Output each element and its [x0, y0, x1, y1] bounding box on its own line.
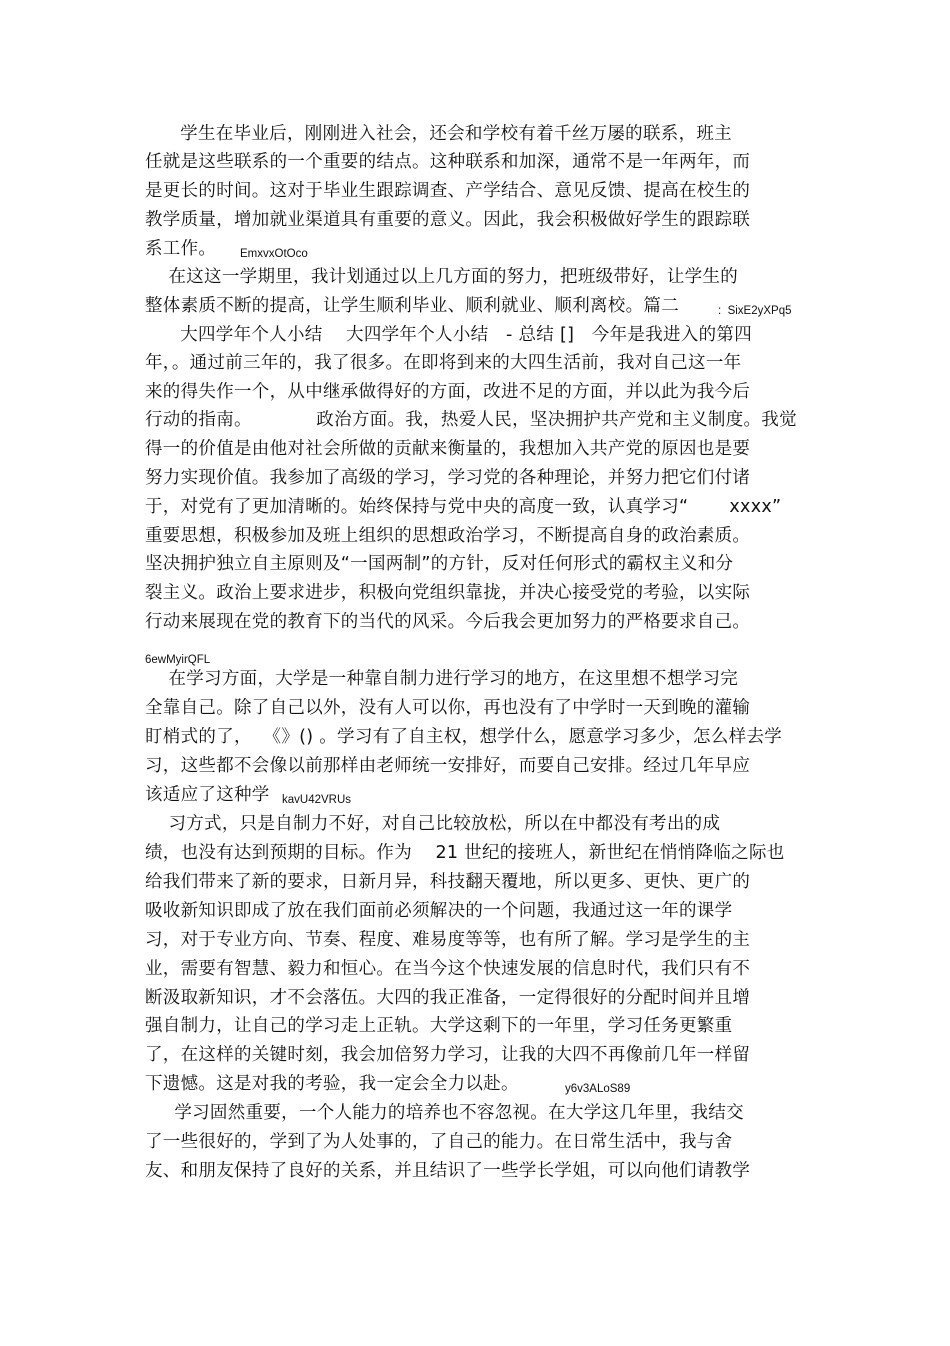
text-line: 于，对党有了更加清晰的。始终保持与党中央的高度一致，认真学习“ xxxx” [145, 497, 782, 517]
text-line: 行动来展现在党的教育下的当代的风采。今后我会更加努力的严格要求自己。 [145, 612, 751, 632]
text-line: 习方式，只是自制力不好，对自己比较放松，所以在中都没有考出的成 [145, 814, 721, 834]
text-line: 学习固然重要，一个人能力的培养也不容忽视。在大学这几年里，我结交 [145, 1103, 744, 1123]
text-line: 在学习方面，大学是一种靠自制力进行学习的地方，在这里想不想学习完 [145, 669, 739, 689]
text-line: 系工作。 [145, 239, 217, 259]
doc-code: EmxvxOtOco [240, 248, 308, 260]
text-line: 来的得失作一个，从中继承做得好的方面，改进不足的方面，并以此为我今后 [145, 382, 751, 402]
text-line: 整体素质不断的提高，让学生顺利毕业、顺利就业、顺利离校。篇二 [145, 296, 679, 316]
text-line: 友、和朋友保持了良好的关系，并且结识了一些学长学姐，可以向他们请教学 [145, 1161, 751, 1181]
text-line: 是更长的时间。这对于毕业生跟踪调查、产学结合、意见反馈、提高在校生的 [145, 181, 751, 201]
doc-code: : SixE2yXPq5 [718, 305, 792, 317]
text-line: 了一些很好的，学到了为人处事的，了自己的能力。在日常生活中，我与舍 [145, 1132, 733, 1152]
text-line: 坚决拥护独立自主原则及“一国两制”的方针，反对任何形式的霸权主义和分 [145, 554, 734, 574]
text-line: 重要思想，积极参加及班上组织的思想政治学习，不断提高自身的政治素质。 [145, 526, 751, 546]
text-line: 断汲取新知识，才不会落伍。大四的我正准备，一定得很好的分配时间并且增 [145, 988, 751, 1008]
doc-code: y6v3ALoS89 [565, 1083, 631, 1095]
doc-code: 6ewMyirQFL [145, 654, 211, 666]
text-line: 大四学年个人小结 大四学年个人小结 - 总结 [] 今年是我进入的第四 [145, 325, 752, 345]
text-line: 努力实现价值。我参加了高级的学习，学习党的各种理论，并努力把它们付诸 [145, 468, 751, 488]
text-line: 裂主义。政治上要求进步，积极向党组织靠拢，并决心接受党的考验，以实际 [145, 583, 751, 603]
text-line: 在这这一学期里，我计划通过以上几方面的努力，把班级带好，让学生的 [145, 267, 739, 287]
text-line: 强自制力，让自己的学习走上正轨。大学这剩下的一年里，学习任务更繁重 [145, 1016, 733, 1036]
text-line: 吸收新知识即成了放在我们面前必须解决的一个问题，我通过这一年的课学 [145, 901, 733, 921]
text-line: 行动的指南。 政治方面。我，热爱人民，坚决拥护共产党和主义制度。我觉 [145, 410, 797, 430]
text-line: 学生在毕业后，刚刚进入社会，还会和学校有着千丝万屡的联系，班主 [145, 124, 732, 144]
text-line: 盯梢式的了， 《》() 。学习有了自主权，想学什么，愿意学习多少，怎么样去学 [145, 727, 783, 747]
text-line: 教学质量，增加就业渠道具有重要的意义。因此，我会积极做好学生的跟踪联 [145, 210, 751, 230]
text-line: 了，在这样的关键时刻，我会加倍努力学习，让我的大四不再像前几年一样留 [145, 1045, 751, 1065]
text-line: 得一的价值是由他对社会所做的贡献来衡量的，我想加入共产党的原因也是要 [145, 439, 751, 459]
text-line: 年，。通过前三年的，我了很多。在即将到来的大四生活前，我对自己这一年 [145, 353, 742, 373]
text-line: 业，需要有智慧、毅力和恒心。在当今这个快速发展的信息时代，我们只有不 [145, 959, 751, 979]
text-line: 习，这些都不会像以前那样由老师统一安排好，而要自己安排。经过几年早应 [145, 756, 751, 776]
text-line: 给我们带来了新的要求，日新月异，科技翻天覆地，所以更多、更快、更广的 [145, 872, 751, 892]
text-line: 任就是这些联系的一个重要的结点。这种联系和加深，通常不是一年两年，而 [145, 152, 751, 172]
text-line: 该适应了这种学 [145, 785, 270, 805]
doc-code: kavU42VRUs [282, 794, 352, 806]
text-line: 绩，也没有达到预期的目标。作为 21 世纪的接班人，新世纪在悄悄降临之际也 [145, 843, 785, 863]
text-line: 下遗憾。这是对我的考验，我一定会全力以赴。 [145, 1074, 519, 1094]
text-line: 习，对于专业方向、节奏、程度、难易度等等，也有所了解。学习是学生的主 [145, 930, 751, 950]
text-line: 全靠自己。除了自己以外，没有人可以你，再也没有了中学时一天到晚的灌输 [145, 698, 751, 718]
